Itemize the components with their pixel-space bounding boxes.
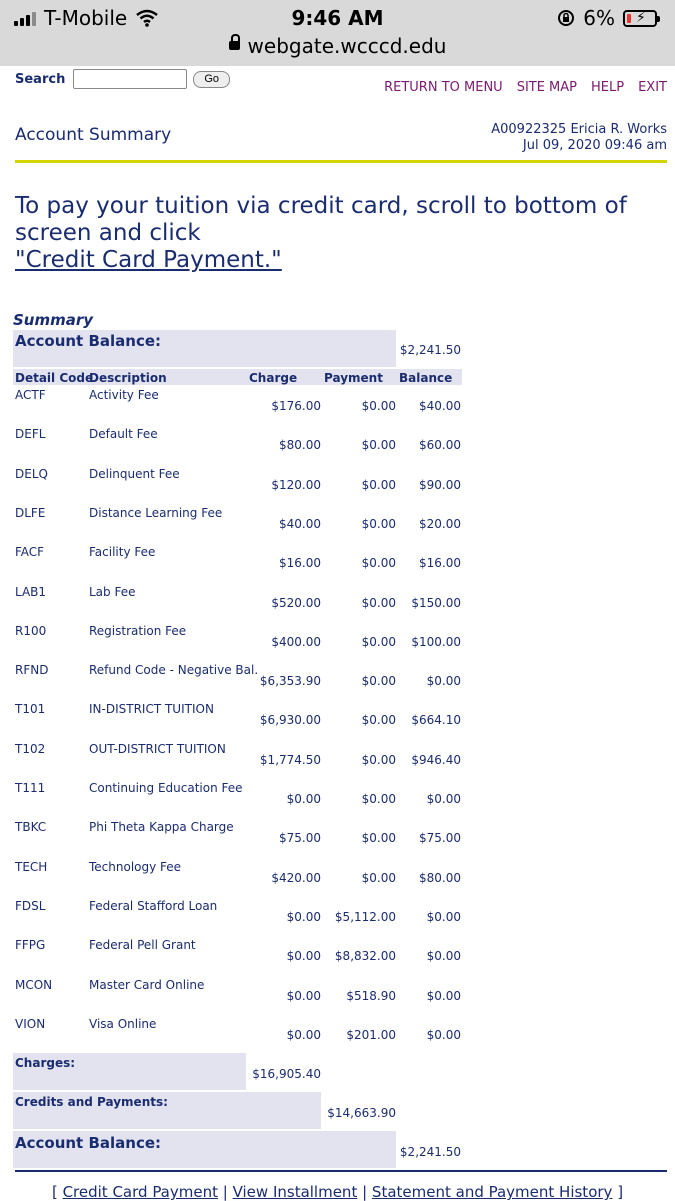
- row-charge: $6,353.90: [259, 674, 321, 688]
- site-map-link[interactable]: SITE MAP: [516, 80, 578, 95]
- row-charge: $0.00: [286, 792, 321, 806]
- battery-icon: ⚡: [623, 10, 657, 27]
- row-balance: $20.00: [419, 517, 461, 531]
- row-charge: $520.00: [271, 596, 321, 610]
- row-balance: $16.00: [419, 556, 461, 570]
- exit-link[interactable]: EXIT: [638, 80, 667, 95]
- row-code: LAB1: [15, 585, 47, 599]
- credit-card-notice-link[interactable]: "Credit Card Payment.": [15, 247, 282, 273]
- search-label: Search: [15, 71, 66, 87]
- row-payment: $0.00: [361, 596, 396, 610]
- row-description: Activity Fee: [89, 388, 159, 402]
- header-divider: [15, 160, 667, 163]
- row-charge: $40.00: [279, 517, 321, 531]
- row-charge: $176.00: [271, 399, 321, 413]
- row-code: DEFL: [15, 427, 46, 441]
- row-description: Federal Pell Grant: [89, 938, 196, 952]
- row-payment: $0.00: [361, 556, 396, 570]
- row-code: R100: [15, 624, 47, 638]
- row-payment: $0.00: [361, 831, 396, 845]
- footer-links: [ Credit Card Payment | View Installment | Statement and Payment History ]: [51, 1183, 624, 1201]
- row-payment: $8,832.00: [334, 949, 396, 963]
- row-payment: $5,112.00: [334, 910, 396, 924]
- row-charge: $1,774.50: [259, 753, 321, 767]
- header-payment: Payment: [324, 371, 383, 385]
- row-balance: $0.00: [426, 949, 461, 963]
- row-charge: $75.00: [279, 831, 321, 845]
- row-description: Refund Code - Negative Bal.: [89, 663, 259, 677]
- charges-value: $16,905.40: [252, 1067, 321, 1081]
- row-balance: $946.40: [411, 753, 461, 767]
- account-balance-label: Account Balance:: [15, 332, 162, 350]
- row-balance: $90.00: [419, 478, 461, 492]
- payment-notice: [15, 193, 635, 274]
- row-description: OUT-DISTRICT TUITION: [89, 742, 226, 756]
- row-description: Registration Fee: [89, 624, 187, 638]
- row-payment: $0.00: [361, 517, 396, 531]
- row-balance: $0.00: [426, 792, 461, 806]
- top-nav: [384, 80, 667, 95]
- carrier-name: T-Mobile: [44, 6, 128, 30]
- url-text: webgate.wcccd.edu: [247, 34, 447, 58]
- row-balance: $80.00: [419, 871, 461, 885]
- row-description: IN-DISTRICT TUITION: [89, 702, 214, 716]
- row-payment: $201.00: [346, 1028, 396, 1042]
- help-link[interactable]: HELP: [591, 80, 625, 95]
- row-payment: $0.00: [361, 792, 396, 806]
- row-description: Continuing Education Fee: [89, 781, 243, 795]
- row-balance: $0.00: [426, 989, 461, 1003]
- battery-area: [557, 6, 657, 30]
- go-button[interactable]: Go: [193, 71, 230, 88]
- row-description: Technology Fee: [89, 860, 182, 874]
- row-balance: $0.00: [426, 674, 461, 688]
- row-balance: $60.00: [419, 438, 461, 452]
- row-balance: $664.10: [411, 713, 461, 727]
- row-code: T101: [15, 702, 46, 716]
- row-payment: $0.00: [361, 399, 396, 413]
- row-balance: $150.00: [411, 596, 461, 610]
- row-payment: $0.00: [361, 871, 396, 885]
- row-description: Facility Fee: [89, 545, 156, 559]
- address-bar[interactable]: [0, 34, 675, 58]
- row-balance: $0.00: [426, 1028, 461, 1042]
- row-charge: $0.00: [286, 949, 321, 963]
- row-code: ACTF: [15, 388, 46, 402]
- final-balance-label: Account Balance:: [15, 1134, 162, 1152]
- row-balance: $40.00: [419, 399, 461, 413]
- row-code: MCON: [15, 978, 53, 992]
- return-to-menu-link[interactable]: RETURN TO MENU: [384, 80, 503, 95]
- row-code: TECH: [15, 860, 48, 874]
- row-charge: $0.00: [286, 1028, 321, 1042]
- credit-card-payment-link[interactable]: Credit Card Payment: [62, 1183, 218, 1201]
- notice-text: To pay your tuition via credit card, scroll to bottom of screen and click: [15, 193, 627, 246]
- row-description: Phi Theta Kappa Charge: [89, 820, 234, 834]
- row-code: FACF: [15, 545, 45, 559]
- row-code: RFND: [15, 663, 49, 677]
- row-payment: $0.00: [361, 438, 396, 452]
- search-input[interactable]: [73, 69, 187, 89]
- row-payment: $0.00: [361, 478, 396, 492]
- row-description: Lab Fee: [89, 585, 136, 599]
- row-description: Delinquent Fee: [89, 467, 180, 481]
- row-payment: $0.00: [361, 753, 396, 767]
- battery-percent: 6%: [583, 6, 615, 30]
- user-id-name: A00922325 Ericia R. Works: [491, 122, 667, 137]
- row-charge: $6,930.00: [259, 713, 321, 727]
- row-payment: $0.00: [361, 674, 396, 688]
- orientation-lock-icon: [557, 9, 575, 27]
- row-balance: $75.00: [419, 831, 461, 845]
- page-title: Account Summary: [15, 125, 172, 145]
- row-description: Federal Stafford Loan: [89, 899, 218, 913]
- header-charge: Charge: [249, 371, 298, 385]
- row-charge: $80.00: [279, 438, 321, 452]
- row-code: DELQ: [15, 467, 48, 481]
- row-description: Master Card Online: [89, 978, 205, 992]
- row-description: Distance Learning Fee: [89, 506, 223, 520]
- row-code: T102: [15, 742, 46, 756]
- clock: 9:46 AM: [291, 6, 384, 30]
- account-balance-value: $2,241.50: [399, 343, 461, 357]
- header-description: Description: [89, 371, 167, 385]
- footer-divider: [15, 1170, 667, 1172]
- charges-label: Charges:: [15, 1056, 76, 1070]
- view-installment-link[interactable]: View Installment: [232, 1183, 358, 1201]
- search-area: [15, 69, 230, 89]
- row-code: VION: [15, 1017, 46, 1031]
- final-balance-value: $2,241.50: [399, 1145, 461, 1159]
- lock-icon: [229, 41, 240, 50]
- row-charge: $400.00: [271, 635, 321, 649]
- row-charge: $420.00: [271, 871, 321, 885]
- credits-value: $14,663.90: [327, 1106, 396, 1120]
- row-code: FFPG: [15, 938, 46, 952]
- row-description: Default Fee: [89, 427, 158, 441]
- row-charge: $0.00: [286, 910, 321, 924]
- status-bar: [0, 0, 675, 66]
- summary-heading: Summary: [13, 311, 94, 329]
- row-code: FDSL: [15, 899, 46, 913]
- row-payment: $518.90: [346, 989, 396, 1003]
- header-detail-code: Detail Code: [15, 371, 94, 385]
- row-payment: $0.00: [361, 635, 396, 649]
- credits-label: Credits and Payments:: [15, 1095, 168, 1109]
- page-datetime: Jul 09, 2020 09:46 am: [522, 138, 667, 153]
- row-code: T111: [15, 781, 46, 795]
- row-balance: $100.00: [411, 635, 461, 649]
- header-balance: Balance: [399, 371, 453, 385]
- row-charge: $0.00: [286, 989, 321, 1003]
- user-info: [491, 122, 667, 154]
- row-charge: $16.00: [279, 556, 321, 570]
- row-payment: $0.00: [361, 713, 396, 727]
- row-code: TBKC: [15, 820, 47, 834]
- row-charge: $120.00: [271, 478, 321, 492]
- row-balance: $0.00: [426, 910, 461, 924]
- row-description: Visa Online: [89, 1017, 157, 1031]
- statement-history-link[interactable]: Statement and Payment History: [371, 1183, 613, 1201]
- row-code: DLFE: [15, 506, 46, 520]
